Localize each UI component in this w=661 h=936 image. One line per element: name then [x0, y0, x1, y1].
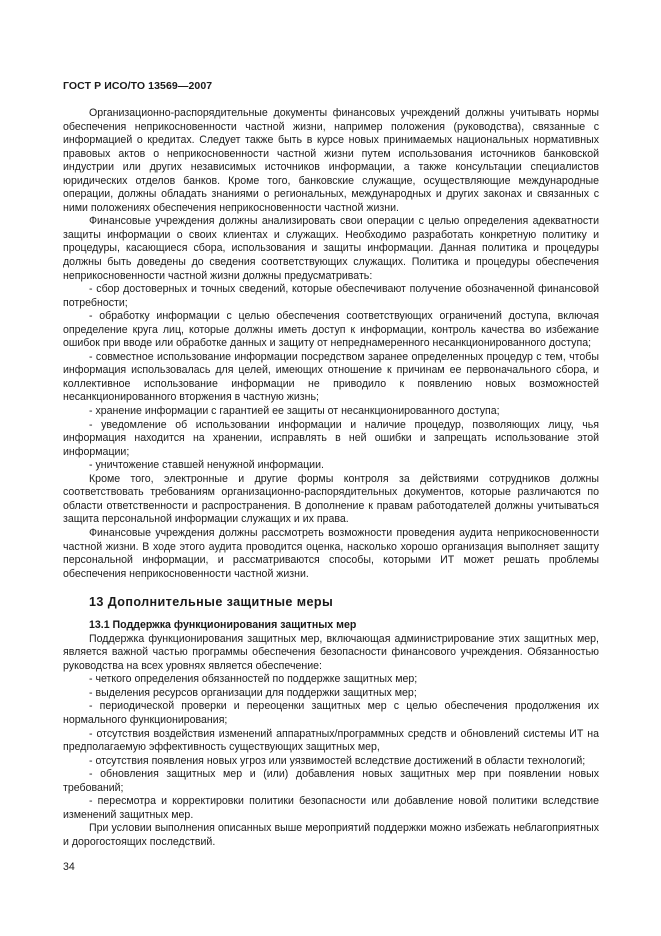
list-item: - пересмотра и корректировки политики безопасности или добавление новой политики вследствие изменений защитных мер. — [63, 795, 599, 821]
document-header: ГОСТ Р ИСО/ТО 13569—2007 — [63, 80, 213, 92]
paragraph: При условии выполнения описанных выше мероприятий поддержки можно избежать неблагоприятных и дорогостоящих последствий. — [63, 822, 599, 848]
paragraph: Поддержка функционирования защитных мер, включающая администрирование этих защитных мер, является важной частью программы обеспечения безопасности финансового учреждения. Обязанностью руководства на всех уровнях является обеспечение: — [63, 632, 599, 672]
paragraph: Организационно-распорядительные документы финансовых учреждений должны учитывать нормы обеспечения неприкосновенности частной жизни, например положения (руководства), связанные с информацией о кредитах. Следует также быть в курсе новых принимаемых национальных нормативных правовых актов о неприкосновенности частной жизни путем использования источников банковской индустрии или других независимых источников информации, а также консультации специалистов юридических отделов банков. Кроме того, банковские служащие, осуществляющие международные операции, должны обладать знаниями о региональных, международных и других законах и связанных с ними положениях обеспечения неприкосновенности частной жизни. — [63, 107, 599, 214]
list-item: - сбор достоверных и точных сведений, которые обеспечивают получение обозначенной финансовой потребности; — [63, 283, 599, 309]
list-item: - периодической проверки и переоценки защитных мер с целью обеспечения продолжения их нормального функционирования; — [63, 700, 599, 726]
list-item: - обработку информации с целью обеспечения соответствующих ограничений доступа, включая определение круга лиц, которые должны иметь доступ к информации, контроль качества во избежание ошибок при вводе или обработке данных и защиту от непреднамеренного несанкционированного доступа; — [63, 310, 599, 350]
paragraph: Финансовые учреждения должны анализировать свои операции с целью определения адекватности защиты информации о своих клиентах и служащих. Необходимо разработать конкретную политику и процедуры, касающиеся сбора, использования и защиты информации. Данная политика и процедуры должны быть доведены до сведения соответствующих служащих. Политика и процедуры обеспечения неприкосновенности частной жизни должны предусматривать: — [63, 215, 599, 282]
document-body — [63, 107, 599, 849]
section-heading: 13 Дополнительные защитные меры — [89, 595, 334, 610]
paragraph: Финансовые учреждения должны рассмотреть возможности проведения аудита неприкосновенности частной жизни. В ходе этого аудита проводится оценка, насколько хорошо организация выполняет защиту персональной информации, и рассматриваются способы, которыми ИТ может решать проблемы обеспечения неприкосновенности частной жизни. — [63, 526, 599, 580]
list-item: - четкого определения обязанностей по поддержке защитных мер; — [89, 673, 418, 686]
list-item: - обновления защитных мер и (или) добавления новых защитных мер при появлении новых требований; — [63, 768, 599, 794]
list-item: - совместное использование информации посредством заранее определенных процедур с тем, чтобы информация использовалась для целей, имеющих отношение к причинам ее первоначального сбора, и коллективное использование информации не приводило к появлению новых возможностей несанкционированного вторжения в частную жизнь; — [63, 350, 599, 404]
list-item: - выделения ресурсов организации для поддержки защитных мер; — [89, 686, 417, 699]
page-number: 34 — [63, 861, 75, 873]
list-item: - отсутствия воздействия изменений аппаратных/программных средств и обновлений системы ИТ на предполагаемую эффективность существующих защитных мер, — [63, 727, 599, 754]
list-item: - уничтожение ставшей ненужной информации. — [89, 459, 324, 472]
subsection-heading: 13.1 Поддержка функционирования защитных мер — [89, 619, 357, 632]
list-item: - хранение информации с гарантией ее защиты от несанкционированного доступа; — [89, 405, 500, 418]
list-item: - отсутствия появления новых угроз или уязвимостей вследствие достижений в области технологий; — [89, 754, 586, 767]
paragraph: Кроме того, электронные и другие формы контроля за действиями сотрудников должны соответствовать требованиям организационно-распорядительных документов, которые различаются по области ответственности и распространения. В дополнение к правам работодателей должны учитываться защита персональной информации служащих и их права. — [63, 472, 599, 526]
list-item: - уведомление об использовании информации и наличие процедур, позволяющих лицу, чья информация находится на хранении, исправлять в ней ошибки и запрещать использование этой информации; — [63, 418, 599, 458]
